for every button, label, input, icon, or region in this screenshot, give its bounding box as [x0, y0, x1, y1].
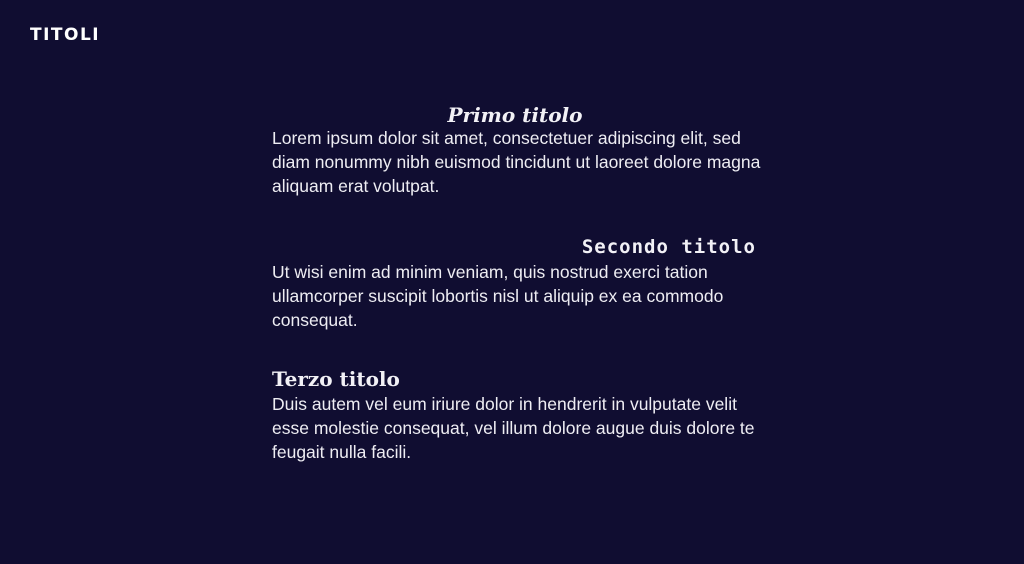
section-secondo: [272, 234, 762, 332]
section-title: Terzo titolo: [272, 367, 400, 391]
section-body: Duis autem vel eum iriure dolor in hendrerit in vulputate velit esse molestie consequat, vel illum dolore augue duis dolore te feugait nulla facili.: [272, 394, 755, 462]
section-body: Ut wisi enim ad minim veniam, quis nostrud exerci tation ullamcorper suscipit lobortis nisl ut aliquip ex ea commodo consequat.: [272, 262, 724, 330]
section-primo: [272, 102, 762, 198]
logo: TITOLI: [30, 25, 101, 45]
section-title: Secondo titolo: [581, 236, 756, 258]
section-title: Primo titolo: [447, 103, 583, 127]
section-body: Lorem ipsum dolor sit amet, consectetuer adipiscing elit, sed diam nonummy nibh euismod tincidunt ut laoreet dolore magna aliquam erat volutpat.: [272, 128, 761, 196]
section-terzo: [272, 366, 762, 464]
